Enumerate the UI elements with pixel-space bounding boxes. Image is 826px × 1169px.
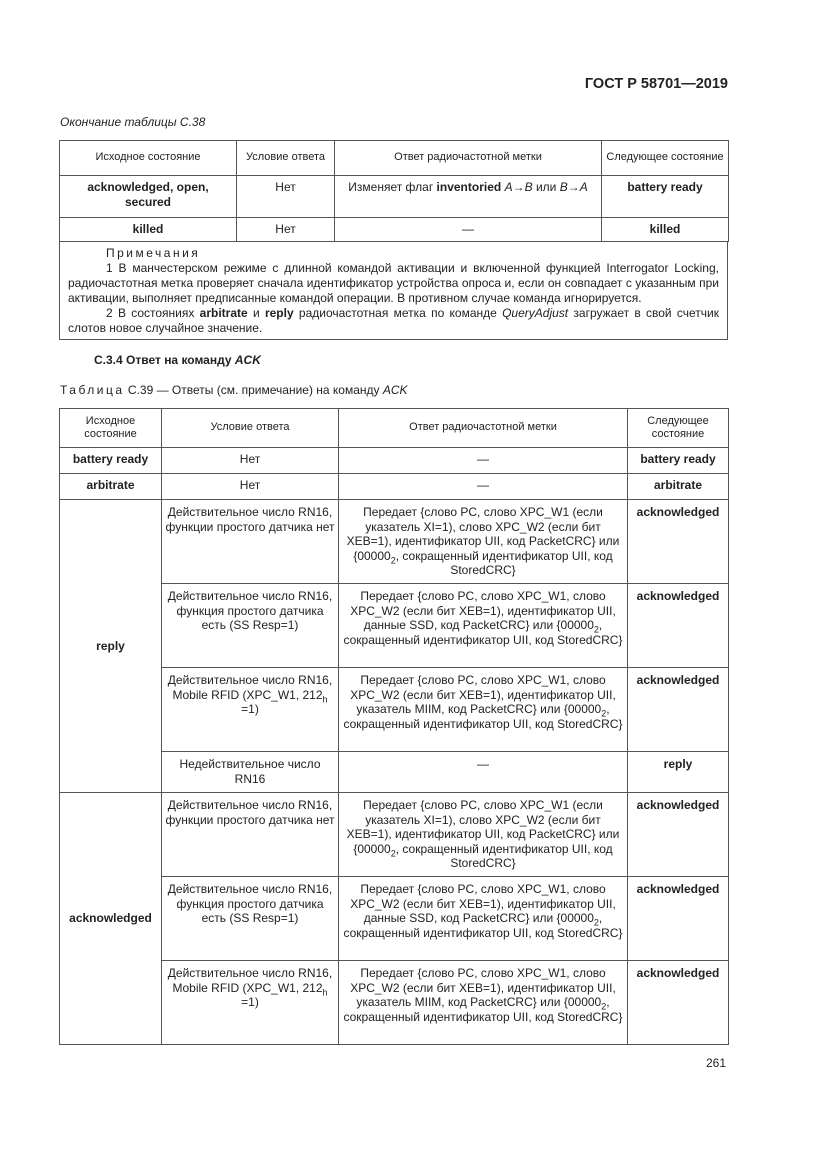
- response-cell: Передает {слово PC, слово XPC_W1 (если указатель XI=1), слово XPC_W2 (если бит XEB=1), идентификатор UII, код PacketCRC} или {$00000_2$, сокращенный идентификатор UII, код StoredCRC}: [339, 793, 628, 877]
- condition-cell: Недействительное число RN16: [162, 752, 339, 793]
- condition-cell: Действительное число RN16, Mobile RFID (XPC_W1, $212_h =1$): [162, 668, 339, 752]
- state-cell-acknowledged: acknowledged: [60, 793, 162, 1045]
- table-39-caption: Таблица С.39 — Ответы (см. примечание) на команду ACK: [60, 383, 408, 397]
- condition-cell: Нет: [237, 176, 335, 218]
- table-row: [60, 176, 729, 218]
- next-state-cell: battery ready: [628, 448, 729, 474]
- table-38-header-row: [60, 141, 729, 176]
- next-state-cell: killed: [602, 218, 729, 242]
- state-cell: killed: [60, 218, 237, 242]
- table-row: [60, 793, 729, 877]
- next-state-cell: acknowledged: [628, 500, 729, 584]
- response-cell: Передает {слово PC, слово XPC_W1, слово XPC_W2 (если бит XEB=1), идентификатор UII, данные SSD, код PacketCRC} или {$00000_2$, сокращенный идентификатор UII, код StoredCRC}: [339, 584, 628, 668]
- state-cell: acknowledged, open, secured: [60, 176, 237, 218]
- condition-cell: Нет: [237, 218, 335, 242]
- column-header: Следующее состояние: [602, 141, 729, 176]
- condition-cell: Нет: [162, 474, 339, 500]
- table-row: [60, 500, 729, 584]
- response-cell: —: [339, 474, 628, 500]
- state-cell: battery ready: [60, 448, 162, 474]
- next-state-cell: acknowledged: [628, 877, 729, 961]
- condition-cell: Нет: [162, 448, 339, 474]
- table-38-caption: Окончание таблицы С.38: [60, 115, 206, 129]
- column-header: Ответ радиочастотной метки: [335, 141, 602, 176]
- next-state-cell: battery ready: [602, 176, 729, 218]
- column-header: Исходное состояние: [60, 141, 237, 176]
- column-header: Условие ответа: [237, 141, 335, 176]
- condition-cell: Действительное число RN16, Mobile RFID (XPC_W1, $212_h =1$): [162, 961, 339, 1045]
- table-38-notes: [59, 241, 728, 340]
- state-cell: arbitrate: [60, 474, 162, 500]
- next-state-cell: acknowledged: [628, 584, 729, 668]
- note-1: 1 В манчестерском режиме с длинной командой активации и включенной функцией Interrogator Locking, радиочастотная метка проверяет сначала идентификатор устройства опроса и, если он совпадает с указанным при активации, выполняет предписанные командой операции. В противном случае команда игнорируется.: [68, 261, 719, 305]
- table-row: [60, 218, 729, 242]
- table-39: [59, 408, 729, 1045]
- table-38: [59, 140, 729, 242]
- condition-cell: Действительное число RN16, функции простого датчика нет: [162, 793, 339, 877]
- response-cell: —: [335, 218, 602, 242]
- response-cell: Изменяет флаг inventoried A→B или B→A: [335, 176, 602, 218]
- column-header: Исходное состояние: [60, 409, 162, 448]
- note-2: 2 В состояниях arbitrate и reply радиочастотная метка по команде QueryAdjust загружает в свой счетчик слотов новое случайное значение.: [68, 306, 719, 335]
- condition-cell: Действительное число RN16, функция простого датчика есть (SS Resp=1): [162, 584, 339, 668]
- response-cell: —: [339, 752, 628, 793]
- response-cell: Передает {слово PC, слово XPC_W1 (если указатель XI=1), слово XPC_W2 (если бит XEB=1), идентификатор UII, код PacketCRC} или {$00000_2$, сокращенный идентификатор UII, код StoredCRC}: [339, 500, 628, 584]
- table-39-header-row: [60, 409, 729, 448]
- page-number: 261: [705, 1056, 726, 1070]
- response-cell: Передает {слово PC, слово XPC_W1, слово XPC_W2 (если бит XEB=1), идентификатор UII, указатель MIIM, код PacketCRC} или {$00000_2$, сокращенный идентификатор UII, код StoredCRC}: [339, 961, 628, 1045]
- next-state-cell: reply: [628, 752, 729, 793]
- condition-cell: Действительное число RN16, функция простого датчика есть (SS Resp=1): [162, 877, 339, 961]
- next-state-cell: acknowledged: [628, 793, 729, 877]
- condition-cell: Действительное число RN16, функции простого датчика нет: [162, 500, 339, 584]
- table-row: [60, 474, 729, 500]
- next-state-cell: acknowledged: [628, 961, 729, 1045]
- table-row: [60, 448, 729, 474]
- state-cell-reply: reply: [60, 500, 162, 793]
- response-cell: —: [339, 448, 628, 474]
- next-state-cell: arbitrate: [628, 474, 729, 500]
- section-heading: С.3.4 Ответ на команду ACK: [94, 353, 261, 367]
- column-header: Ответ радиочастотной метки: [339, 409, 628, 448]
- next-state-cell: acknowledged: [628, 668, 729, 752]
- response-cell: Передает {слово PC, слово XPC_W1, слово XPC_W2 (если бит XEB=1), идентификатор UII, указатель MIIM, код PacketCRC} или {$00000_2$, сокращенный идентификатор UII, код StoredCRC}: [339, 668, 628, 752]
- standard-header: ГОСТ Р 58701—2019: [584, 76, 728, 92]
- notes-title: Примечания: [106, 246, 201, 260]
- column-header: Условие ответа: [162, 409, 339, 448]
- response-cell: Передает {слово PC, слово XPC_W1, слово XPC_W2 (если бит XEB=1), идентификатор UII, данные SSD, код PacketCRC} или {$00000_2$, сокращенный идентификатор UII, код StoredCRC}: [339, 877, 628, 961]
- column-header: Следующее состояние: [628, 409, 729, 448]
